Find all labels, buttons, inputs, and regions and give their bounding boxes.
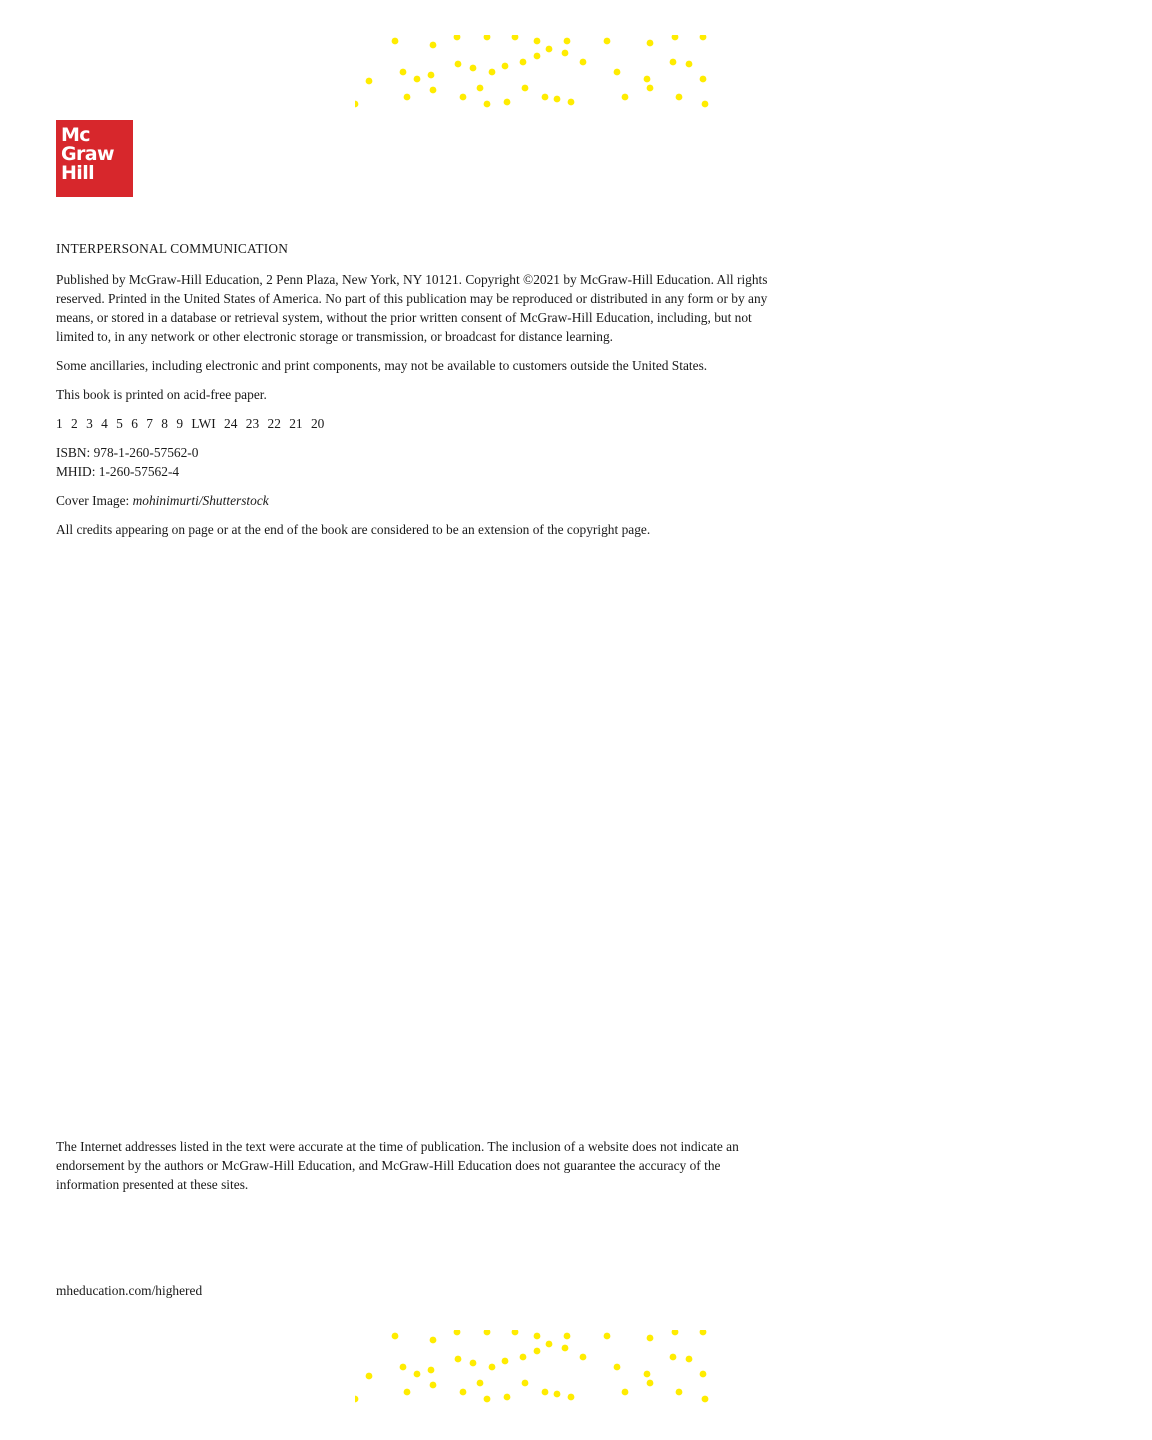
decorative-dot xyxy=(647,85,654,92)
decorative-dot xyxy=(580,59,587,66)
decorative-dot xyxy=(512,35,519,40)
mhid-line: MHID: 1-260-57562-4 xyxy=(56,464,180,479)
decorative-dot xyxy=(430,1337,437,1344)
decorative-dot xyxy=(512,1330,519,1335)
website-link[interactable]: mheducation.com/highered xyxy=(56,1283,203,1298)
decorative-dot xyxy=(676,94,683,101)
decorative-dot xyxy=(392,1333,399,1340)
internet-paragraph: The Internet addresses listed in the text were accurate at the time of publication. The inclusion of a website does not indicate an endorsement by the authors or McGraw-Hill Education, and McGraw-Hill Education does not guarantee the accuracy of the information presented at these sites. xyxy=(56,1139,739,1192)
decorative-dot xyxy=(670,1354,677,1361)
decorative-dot xyxy=(562,50,569,57)
decorative-dot xyxy=(622,1389,629,1396)
decorative-dot xyxy=(484,35,491,40)
decorative-dot xyxy=(534,1348,541,1355)
ancillaries-paragraph: Some ancillaries, including electronic and print components, may not be available to customers outside the United States. xyxy=(56,358,708,373)
decorative-dot xyxy=(700,35,707,40)
decorative-dot xyxy=(428,1367,435,1374)
decorative-dot xyxy=(470,1360,477,1367)
decorative-dot xyxy=(580,1354,587,1361)
logo-line-3: Hill xyxy=(61,162,95,184)
decorative-dot xyxy=(455,61,462,68)
decorative-dot xyxy=(534,1333,541,1340)
decorative-dot xyxy=(404,1389,411,1396)
decorative-dot xyxy=(520,1354,527,1361)
decorative-dot xyxy=(614,69,621,76)
decorative-dot xyxy=(430,87,437,94)
decorative-dot xyxy=(542,94,549,101)
cover-image-source: mohinimurti/Shutterstock xyxy=(132,493,269,508)
decorative-dot xyxy=(614,1364,621,1371)
decorative-dot xyxy=(700,76,707,83)
cover-image-label: Cover Image: xyxy=(56,493,133,508)
copyright-text-block xyxy=(56,270,776,549)
decorative-dot xyxy=(546,1341,553,1348)
decorative-dot xyxy=(522,1380,529,1387)
decorative-dot xyxy=(686,1356,693,1363)
decorative-dot xyxy=(454,1330,461,1335)
decorative-dot xyxy=(355,101,358,108)
decorative-dot-pattern-bottom xyxy=(355,1330,710,1404)
credits-paragraph: All credits appearing on page or at the end of the book are considered to be an extension of the copyright page. xyxy=(56,522,651,537)
decorative-dot xyxy=(554,1391,561,1398)
decorative-dot xyxy=(502,63,509,70)
book-title: INTERPERSONAL COMMUNICATION xyxy=(56,241,289,256)
decorative-dot xyxy=(647,1335,654,1342)
decorative-dot xyxy=(672,35,679,40)
decorative-dot xyxy=(647,1380,654,1387)
decorative-dot xyxy=(392,38,399,45)
decorative-dot xyxy=(414,76,421,83)
decorative-dot xyxy=(355,1396,358,1403)
print-line: 1 2 3 4 5 6 7 8 9 LWI 24 23 22 21 20 xyxy=(56,416,325,431)
decorative-dot xyxy=(484,1396,491,1403)
decorative-dot xyxy=(670,59,677,66)
decorative-dot xyxy=(430,1382,437,1389)
dot-pattern-bottom-svg xyxy=(355,1330,710,1404)
decorative-dot xyxy=(564,38,571,45)
mcgraw-hill-logo xyxy=(56,120,133,197)
decorative-dot xyxy=(644,76,651,83)
decorative-dot xyxy=(702,1396,709,1403)
decorative-dot xyxy=(366,78,373,85)
decorative-dot xyxy=(489,69,496,76)
decorative-dot xyxy=(504,1394,511,1401)
decorative-dot xyxy=(604,38,611,45)
decorative-dot xyxy=(568,99,575,106)
decorative-dot xyxy=(520,59,527,66)
decorative-dot xyxy=(534,38,541,45)
decorative-dot xyxy=(400,1364,407,1371)
decorative-dot xyxy=(460,1389,467,1396)
decorative-dot xyxy=(489,1364,496,1371)
decorative-dot xyxy=(366,1373,373,1380)
decorative-dot xyxy=(622,94,629,101)
decorative-dot xyxy=(672,1330,679,1335)
decorative-dot xyxy=(700,1371,707,1378)
decorative-dot xyxy=(686,61,693,68)
decorative-dot xyxy=(428,72,435,79)
decorative-dot xyxy=(604,1333,611,1340)
acid-free-paragraph: This book is printed on acid-free paper. xyxy=(56,387,267,402)
logo-line-2: Graw xyxy=(61,143,114,165)
decorative-dot xyxy=(644,1371,651,1378)
decorative-dot xyxy=(455,1356,462,1363)
decorative-dot xyxy=(554,96,561,103)
decorative-dot xyxy=(477,1380,484,1387)
decorative-dot xyxy=(400,69,407,76)
decorative-dot xyxy=(430,42,437,49)
decorative-dot xyxy=(564,1333,571,1340)
decorative-dot xyxy=(460,94,467,101)
decorative-dot xyxy=(647,40,654,47)
logo-line-1: Mc xyxy=(61,124,90,146)
decorative-dot xyxy=(542,1389,549,1396)
published-paragraph: Published by McGraw-Hill Education, 2 Penn Plaza, New York, NY 10121. Copyright ©2021 by McGraw-Hill Education. All rights reserved. Printed in the United States of America. No part of this publication may be reproduced or distributed in any form or by any means, or stored in a database or retrieval system, without the prior written consent of McGraw-Hill Education, including, but not limited to, in any network or other electronic storage or transmission, or broadcast for distance learning. xyxy=(56,272,768,344)
decorative-dot xyxy=(534,53,541,60)
isbn-line: ISBN: 978-1-260-57562-0 xyxy=(56,445,199,460)
decorative-dot xyxy=(568,1394,575,1401)
decorative-dot xyxy=(702,101,709,108)
decorative-dot xyxy=(484,1330,491,1335)
decorative-dot xyxy=(484,101,491,108)
decorative-dot xyxy=(562,1345,569,1352)
decorative-dot xyxy=(700,1330,707,1335)
decorative-dot-pattern-top xyxy=(355,35,710,109)
dot-pattern-top-svg xyxy=(355,35,710,109)
decorative-dot xyxy=(470,65,477,72)
decorative-dot xyxy=(522,85,529,92)
decorative-dot xyxy=(504,99,511,106)
internet-disclaimer xyxy=(56,1137,756,1204)
isbn-block xyxy=(56,443,776,481)
decorative-dot xyxy=(676,1389,683,1396)
decorative-dot xyxy=(546,46,553,53)
decorative-dot xyxy=(454,35,461,40)
decorative-dot xyxy=(502,1358,509,1365)
decorative-dot xyxy=(477,85,484,92)
cover-image-credit xyxy=(56,491,776,510)
decorative-dot xyxy=(414,1371,421,1378)
decorative-dot xyxy=(404,94,411,101)
